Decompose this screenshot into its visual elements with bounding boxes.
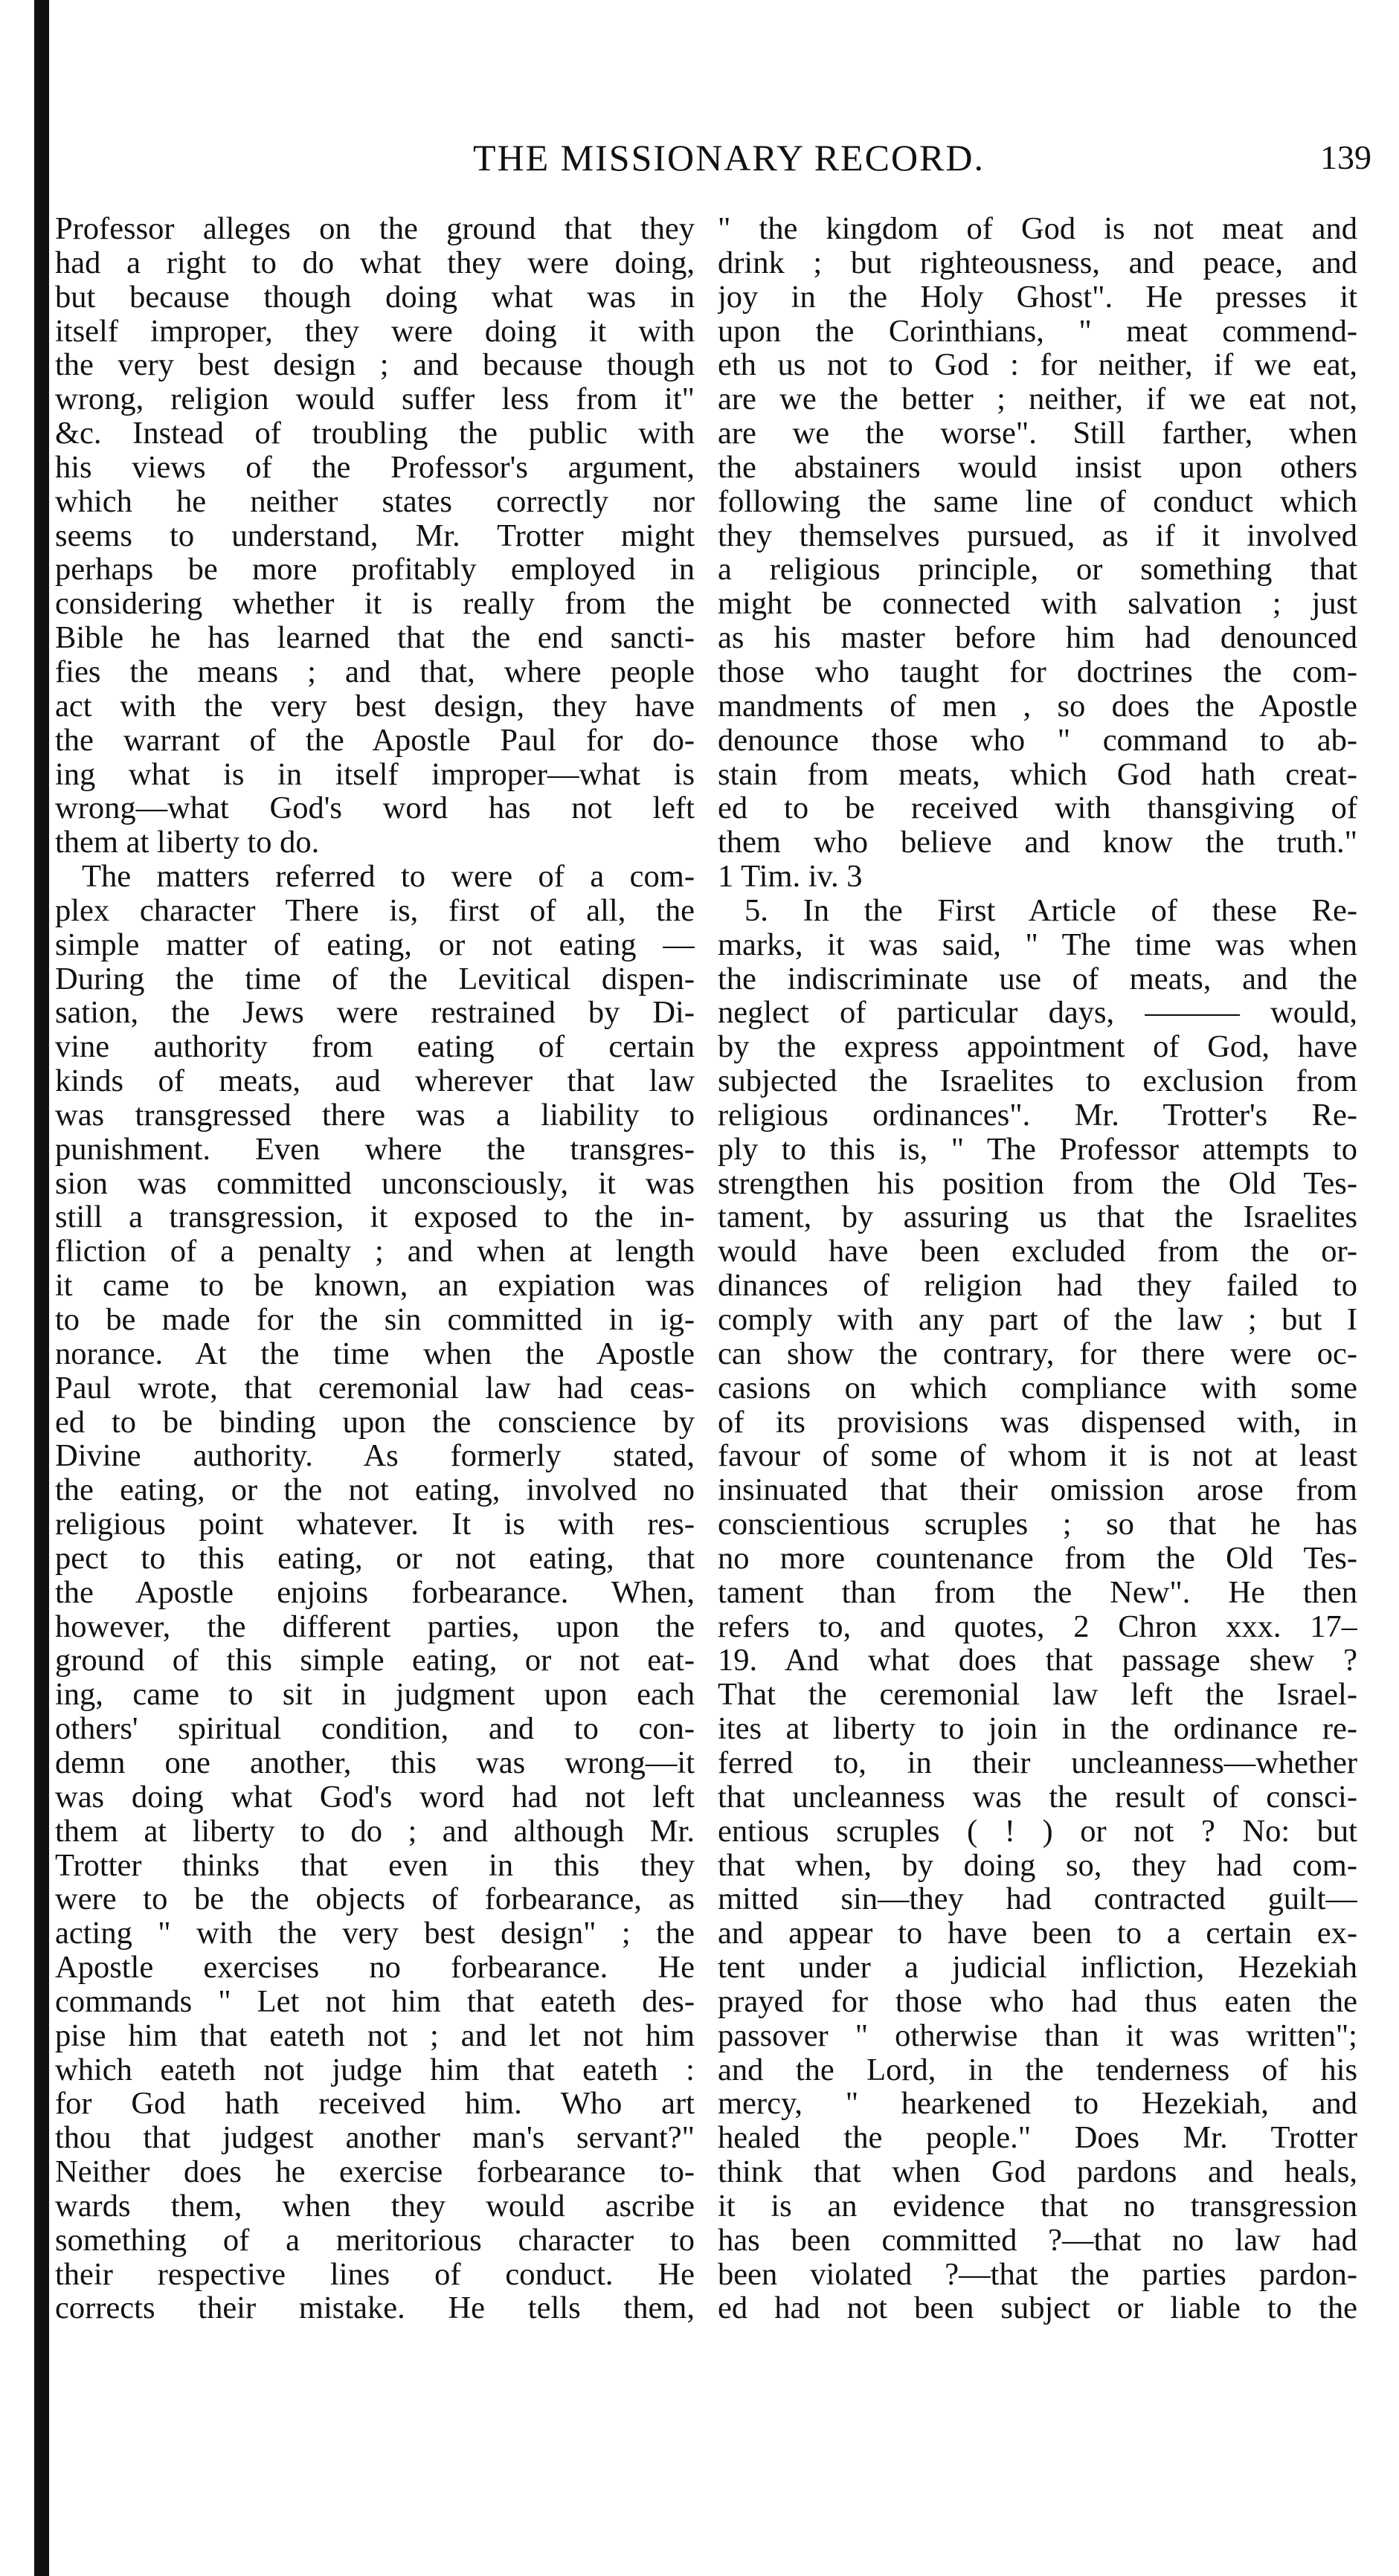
text-line: demn one another, this was wrong—it bbox=[55, 1745, 695, 1780]
text-line: for God hath received him. Who art bbox=[55, 2087, 695, 2122]
text-line: casions on which compliance with some bbox=[718, 1371, 1357, 1405]
text-line: had a right to do what they were doing, bbox=[55, 245, 695, 280]
text-line: tament than from the New". He then bbox=[718, 1575, 1357, 1610]
text-line: favour of some of whom it is not at least bbox=[718, 1439, 1357, 1474]
page-spine-shadow bbox=[34, 0, 49, 2576]
text-line: Bible he has learned that the end sancti- bbox=[55, 621, 695, 655]
text-line: to be made for the sin committed in ig- bbox=[55, 1303, 695, 1337]
text-line: subjected the Israelites to exclusion from bbox=[718, 1064, 1357, 1098]
text-line: Trotter thinks that even in this they bbox=[55, 1848, 695, 1883]
text-line: mercy, " hearkened to Hezekiah, and bbox=[718, 2087, 1357, 2122]
text-line: commands " Let not him that eateth des- bbox=[55, 1984, 695, 2019]
text-line: can show the contrary, for there were oc- bbox=[718, 1336, 1357, 1371]
text-line: drink ; but righteousness, and peace, and bbox=[718, 245, 1357, 280]
page-number: 139 bbox=[1320, 138, 1371, 176]
text-line: think that when God pardons and heals, bbox=[718, 2155, 1357, 2189]
text-line: was transgressed there was a liability to bbox=[55, 1098, 695, 1133]
text-line: of its provisions was dispensed with, in bbox=[718, 1405, 1357, 1440]
text-line: them at liberty to do ; and although Mr. bbox=[55, 1814, 695, 1849]
text-line: ed had not been subject or liable to the bbox=[718, 2291, 1357, 2326]
text-line: entious scruples ( ! ) or not ? No: but bbox=[718, 1814, 1357, 1849]
text-line: something of a meritorious character to bbox=[55, 2223, 695, 2258]
text-line: still a transgression, it exposed to the in- bbox=[55, 1200, 695, 1235]
text-line: however, the different parties, upon the bbox=[55, 1609, 695, 1644]
text-line: act with the very best design, they have bbox=[55, 689, 695, 724]
text-line: joy in the Holy Ghost". He presses it bbox=[718, 280, 1357, 315]
text-line: tament, by assuring us that the Israelites bbox=[718, 1200, 1357, 1235]
text-line: vine authority from eating of certain bbox=[55, 1030, 695, 1065]
page-header bbox=[74, 135, 1383, 187]
text-line: refers to, and quotes, 2 Chron xxx. 17– bbox=[718, 1609, 1357, 1644]
text-line: and appear to have been to a certain ex- bbox=[718, 1916, 1357, 1951]
text-line: dinances of religion had they failed to bbox=[718, 1269, 1357, 1303]
text-line: wards them, when they would ascribe bbox=[55, 2189, 695, 2224]
text-line: tent under a judicial infliction, Hezekiah bbox=[718, 1951, 1357, 1985]
text-line: Apostle exercises no forbearance. He bbox=[55, 1951, 695, 1985]
text-line: neglect of particular days, ——— would, bbox=[718, 996, 1357, 1031]
text-line: by the express appointment of God, have bbox=[718, 1030, 1357, 1065]
text-line: 5. In the First Article of these Re- bbox=[744, 893, 1357, 928]
text-line: sion was committed unconsciously, it was bbox=[55, 1166, 695, 1201]
text-line: 1 Tim. iv. 3 bbox=[718, 860, 863, 894]
text-line: fies the means ; and that, where people bbox=[55, 654, 695, 689]
text-line: ed to be received with thansgiving of bbox=[718, 791, 1357, 826]
text-line: might be connected with salvation ; just bbox=[718, 587, 1357, 622]
text-line: wrong, religion would suffer less from it" bbox=[55, 382, 695, 417]
text-line: it came to be known, an expiation was bbox=[55, 1269, 695, 1303]
text-line: ed to be binding upon the conscience by bbox=[55, 1405, 695, 1440]
text-line: thou that judgest another man's servant?" bbox=[55, 2121, 695, 2156]
text-line: pise him that eateth not ; and let not him bbox=[55, 2018, 695, 2053]
text-line: insinuated that their omission arose from bbox=[718, 1473, 1357, 1508]
text-line: Professor alleges on the ground that they bbox=[55, 212, 695, 246]
text-line: was doing what God's word had not left bbox=[55, 1780, 695, 1815]
text-line: but because though doing what was in bbox=[55, 280, 695, 315]
text-line: marks, it was said, " The time was when bbox=[718, 927, 1357, 962]
text-line: the eating, or the not eating, involved no bbox=[55, 1473, 695, 1508]
text-line: religious ordinances". Mr. Trotter's Re- bbox=[718, 1098, 1357, 1133]
text-line: eth us not to God : for neither, if we eat, bbox=[718, 348, 1357, 383]
text-line: a religious principle, or something that bbox=[718, 553, 1357, 587]
text-line: simple matter of eating, or not eating — bbox=[55, 927, 695, 962]
text-line: been violated ?—that the parties pardon- bbox=[718, 2257, 1357, 2292]
text-line: itself improper, they were doing it with bbox=[55, 314, 695, 349]
right-text-column bbox=[718, 212, 1357, 2325]
text-line: the warrant of the Apostle Paul for do- bbox=[55, 723, 695, 758]
text-line: the Apostle enjoins forbearance. When, bbox=[55, 1575, 695, 1610]
text-line: ing what is in itself improper—what is bbox=[55, 757, 695, 792]
text-line: plex character There is, first of all, the bbox=[55, 893, 695, 928]
text-line: 19. And what does that passage shew ? bbox=[718, 1643, 1357, 1678]
text-line: upon the Corinthians, " meat commend- bbox=[718, 314, 1357, 349]
text-line: that when, by doing so, they had com- bbox=[718, 1848, 1357, 1883]
text-line: and the Lord, in the tenderness of his bbox=[718, 2052, 1357, 2087]
text-line: perhaps be more profitably employed in bbox=[55, 553, 695, 587]
text-line: denounce those who " command to ab- bbox=[718, 723, 1357, 758]
text-line: kinds of meats, aud wherever that law bbox=[55, 1064, 695, 1098]
text-line: Neither does he exercise forbearance to- bbox=[55, 2155, 695, 2189]
text-line: conscientious scruples ; so that he has bbox=[718, 1507, 1357, 1542]
text-line: religious point whatever. It is with res- bbox=[55, 1507, 695, 1542]
text-line: are we the worse". Still farther, when bbox=[718, 416, 1357, 451]
text-line: them who believe and know the truth." bbox=[718, 825, 1357, 860]
text-line: as his master before him had denounced bbox=[718, 621, 1357, 655]
text-line: are we the better ; neither, if we eat not, bbox=[718, 382, 1357, 417]
text-line: considering whether it is really from the bbox=[55, 587, 695, 622]
text-line: ites at liberty to join in the ordinance re- bbox=[718, 1712, 1357, 1746]
text-line: the very best design ; and because though bbox=[55, 348, 695, 383]
text-line: would have been excluded from the or- bbox=[718, 1234, 1357, 1269]
text-line: comply with any part of the law ; but I bbox=[718, 1303, 1357, 1337]
text-line: they themselves pursued, as if it involved bbox=[718, 518, 1357, 553]
text-line: seems to understand, Mr. Trotter might bbox=[55, 518, 695, 553]
text-line: were to be the objects of forbearance, as bbox=[55, 1882, 695, 1917]
text-line: following the same line of conduct which bbox=[718, 484, 1357, 519]
text-line: others' spiritual condition, and to con- bbox=[55, 1712, 695, 1746]
text-line: his views of the Professor's argument, bbox=[55, 450, 695, 485]
running-head-title: THE MISSIONARY RECORD. bbox=[472, 137, 985, 178]
text-line: The matters referred to were of a com- bbox=[82, 860, 695, 894]
text-line: has been committed ?—that no law had bbox=[718, 2223, 1357, 2258]
text-line: stain from meats, which God hath creat- bbox=[718, 757, 1357, 792]
text-line: no more countenance from the Old Tes- bbox=[718, 1541, 1357, 1576]
text-line: During the time of the Levitical dispen- bbox=[55, 962, 695, 996]
text-line: punishment. Even where the transgres- bbox=[55, 1132, 695, 1167]
text-line: which he neither states correctly nor bbox=[55, 484, 695, 519]
text-line: mandments of men , so does the Apostle bbox=[718, 689, 1357, 724]
text-line: strengthen his position from the Old Tes- bbox=[718, 1166, 1357, 1201]
text-line: that uncleanness was the result of consci- bbox=[718, 1780, 1357, 1815]
text-line: Divine authority. As formerly stated, bbox=[55, 1439, 695, 1474]
text-line: &c. Instead of troubling the public with bbox=[55, 416, 695, 451]
text-line: corrects their mistake. He tells them, bbox=[55, 2291, 695, 2326]
text-line: prayed for those who had thus eaten the bbox=[718, 1984, 1357, 2019]
text-line: passover " otherwise than it was written"; bbox=[718, 2018, 1357, 2053]
text-line: sation, the Jews were restrained by Di- bbox=[55, 996, 695, 1031]
text-line: ground of this simple eating, or not eat- bbox=[55, 1643, 695, 1678]
text-line: mitted sin—they had contracted guilt— bbox=[718, 1882, 1357, 1917]
text-line: those who taught for doctrines the com- bbox=[718, 654, 1357, 689]
text-line: pect to this eating, or not eating, that bbox=[55, 1541, 695, 1576]
text-line: norance. At the time when the Apostle bbox=[55, 1336, 695, 1371]
left-text-column bbox=[55, 212, 695, 2325]
text-line: ing, came to sit in judgment upon each bbox=[55, 1678, 695, 1713]
text-line: their respective lines of conduct. He bbox=[55, 2257, 695, 2292]
text-line: the abstainers would insist upon others bbox=[718, 450, 1357, 485]
text-line: Paul wrote, that ceremonial law had ceas- bbox=[55, 1371, 695, 1405]
text-line: wrong—what God's word has not left bbox=[55, 791, 695, 826]
text-line: the indiscriminate use of meats, and the bbox=[718, 962, 1357, 996]
text-line: That the ceremonial law left the Israel- bbox=[718, 1678, 1357, 1713]
text-line: ferred to, in their uncleanness—whether bbox=[718, 1745, 1357, 1780]
text-line: healed the people." Does Mr. Trotter bbox=[718, 2121, 1357, 2156]
text-line: them at liberty to do. bbox=[55, 825, 320, 860]
text-line: fliction of a penalty ; and when at length bbox=[55, 1234, 695, 1269]
text-line: acting " with the very best design" ; the bbox=[55, 1916, 695, 1951]
text-line: " the kingdom of God is not meat and bbox=[718, 212, 1357, 246]
text-line: which eateth not judge him that eateth : bbox=[55, 2052, 695, 2087]
text-line: it is an evidence that no transgression bbox=[718, 2189, 1357, 2224]
text-line: ply to this is, " The Professor attempts to bbox=[718, 1132, 1357, 1167]
